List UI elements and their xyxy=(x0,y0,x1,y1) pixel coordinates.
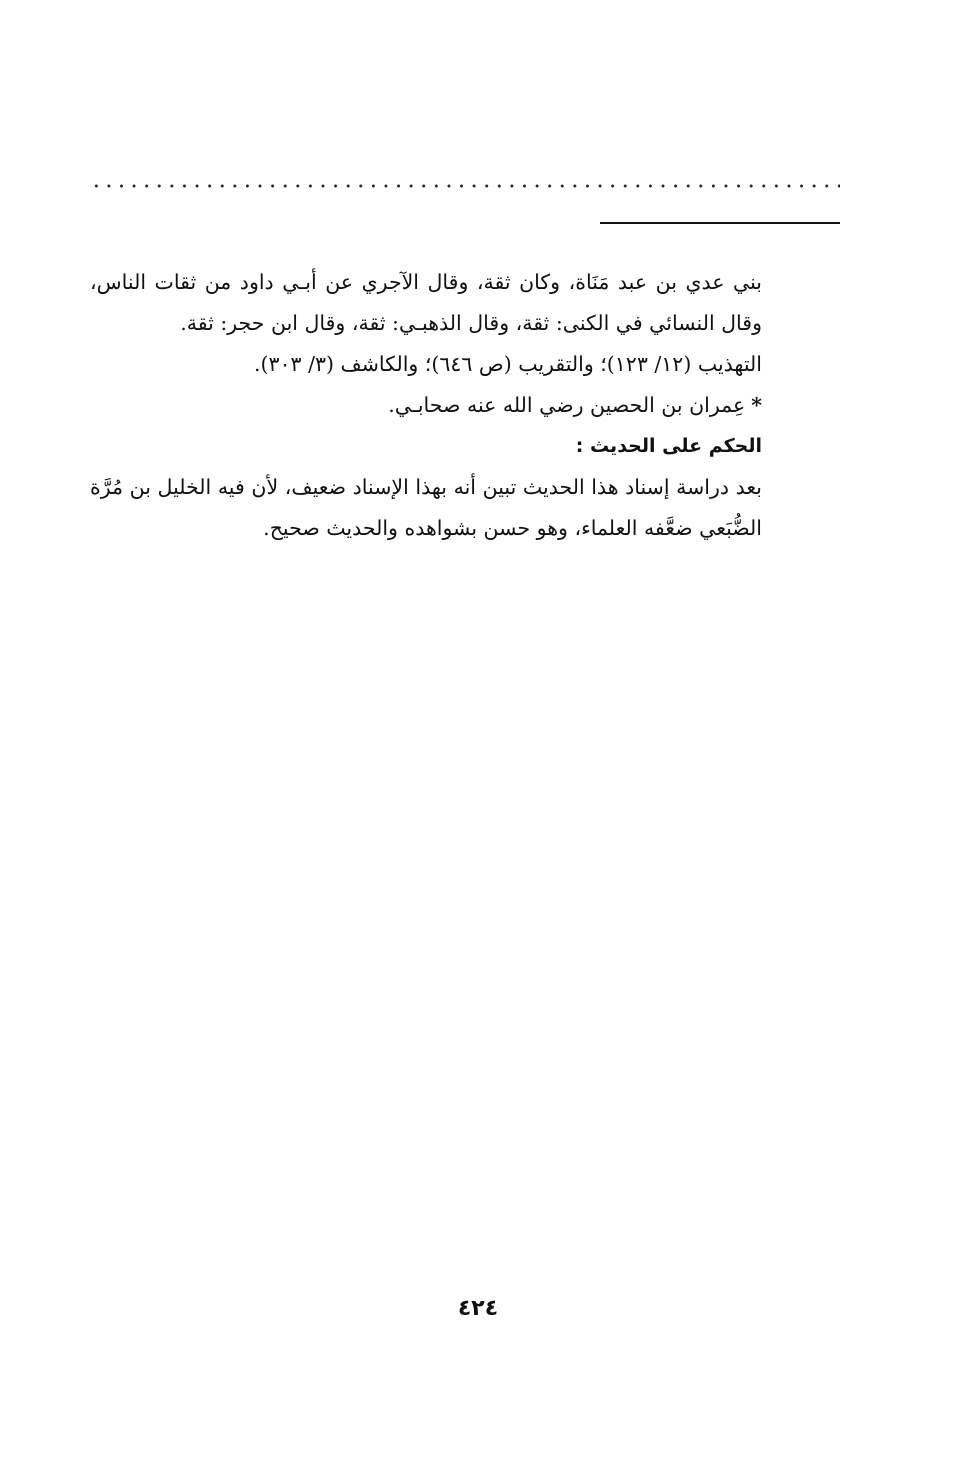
paragraph-ruling: بعد دراسة إسناد هذا الحديث تبين أنه بهذا الإسناد ضعيف، لأن فيه الخليل بن مُرَّة الضُّبَعي ضعَّفه العلماء، وهو حسن بشواهده والحديث صحيح. xyxy=(90,475,762,540)
page-body xyxy=(90,262,762,549)
paragraph-narrator-info: بني عدي بن عبد مَنَاة، وكان ثقة، وقال الآجري عن أبـي داود من ثقات الناس، وقال النسائي في الكنى: ثقة، وقال الذهبـي: ثقة، وقال ابن حجر: ثقة. xyxy=(90,270,762,335)
section-heading: الحكم على الحديث : xyxy=(575,435,762,457)
asterisk-icon: * xyxy=(751,393,762,417)
page-number: ٤٢٤ xyxy=(457,1296,499,1321)
paragraph-references: التهذيب (١٢/ ١٢٣)؛ والتقريب (ص ٦٤٦)؛ والكاشف (٣/ ٣٠٣). xyxy=(253,352,762,376)
dotted-separator xyxy=(90,184,840,188)
paragraph-sahabi-text: عِمران بن الحصين رضي الله عنه صحابـي. xyxy=(388,393,746,417)
paragraph-sahabi xyxy=(90,385,762,426)
footnote-rule xyxy=(600,222,840,224)
